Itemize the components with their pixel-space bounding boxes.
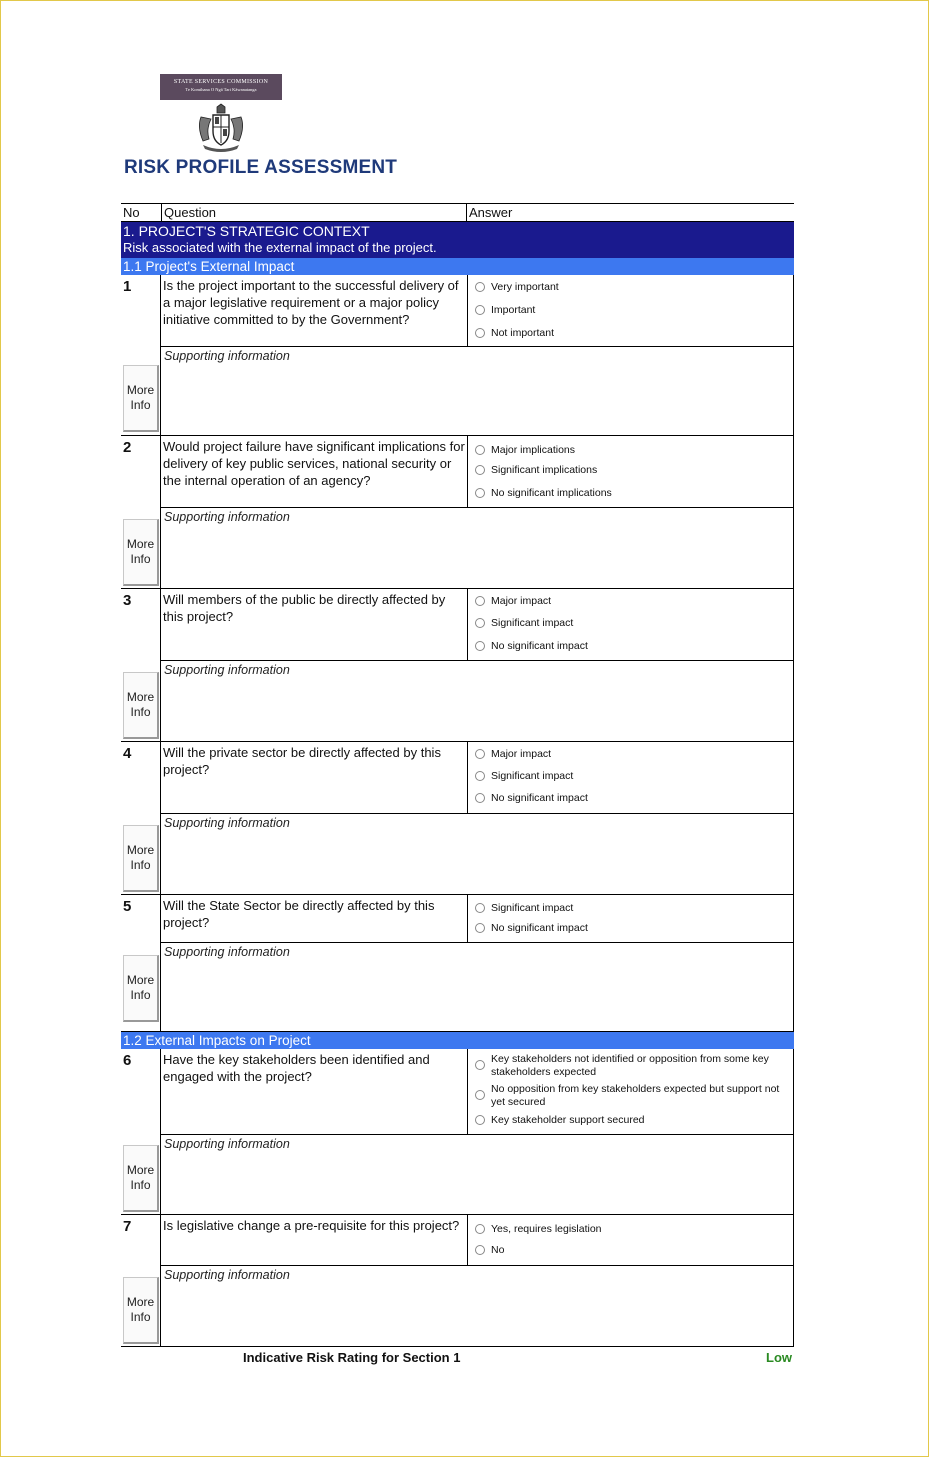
question-row [160,895,794,943]
radio-button-icon[interactable] [475,771,485,781]
radio-button-icon[interactable] [475,328,485,338]
more-info-button[interactable] [123,672,159,739]
radio-button-icon[interactable] [475,903,485,913]
answer-option[interactable] [475,1114,645,1127]
option-label: No significant impact [491,792,588,804]
option-label: Major impact [491,748,552,760]
radio-button-icon[interactable] [475,1245,485,1255]
supporting-information-label: Supporting information [164,510,290,524]
answer-option[interactable] [475,902,573,915]
page-title: RISK PROFILE ASSESSMENT [124,157,398,178]
answer-options [467,742,793,813]
radio-button-icon[interactable] [475,488,485,498]
question-block [121,436,794,589]
supporting-information-box[interactable] [160,943,794,1031]
answer-options [467,436,793,507]
more-info-line2: Info [130,552,151,566]
question-number: 3 [123,592,132,609]
more-info-button[interactable] [123,365,159,432]
more-info-line1: More [126,690,155,704]
ssc-logo-banner [160,74,282,100]
supporting-information-box[interactable] [160,1266,794,1346]
more-info-line1: More [126,383,155,397]
option-label: Key stakeholders not identified or opposition from some key stakeholders expected [491,1053,769,1078]
question-text: Is legislative change a pre-requisite for this project? [163,1218,460,1233]
more-info-button[interactable] [123,955,159,1022]
answer-options [467,1049,793,1134]
table-header [121,203,794,222]
question-number: 6 [123,1052,132,1069]
question-number: 2 [123,439,132,456]
answer-option[interactable] [475,640,588,653]
answer-option[interactable] [475,595,551,608]
supporting-information-box[interactable] [160,814,794,894]
more-info-line2: Info [130,1310,151,1324]
question-block [121,1049,794,1215]
answer-options [467,275,793,346]
more-info-line2: Info [130,398,151,412]
question-row [160,1215,794,1266]
logo-line-1: STATE SERVICES COMMISSION [173,79,269,85]
section-title: 1. PROJECT'S STRATEGIC CONTEXT [123,223,370,239]
question-block [121,895,794,1032]
option-label: No opposition from key stakeholders expected but support not yet secured [491,1083,780,1108]
supporting-information-label: Supporting information [164,816,290,830]
header-answer: Answer [466,204,512,221]
more-info-line1: More [126,843,155,857]
section-description: Risk associated with the external impact of the project. [123,240,437,255]
answer-options [467,895,793,942]
question-number: 1 [123,278,132,295]
question-text: Will members of the public be directly affected by this project? [163,592,446,624]
question-block [121,1215,794,1346]
more-info-line1: More [126,537,155,551]
question-row [160,742,794,814]
option-label: Very important [491,281,559,293]
supporting-information-box[interactable] [160,508,794,588]
supporting-information-label: Supporting information [164,1137,290,1151]
radio-button-icon[interactable] [475,465,485,475]
coat-of-arms-icon [193,103,249,153]
radio-button-icon[interactable] [475,1224,485,1234]
question-block [121,589,794,742]
question-block [121,742,794,895]
supporting-information-label: Supporting information [164,349,290,363]
answer-option[interactable] [475,1244,504,1257]
question-text: Have the key stakeholders been identified and engaged with the project? [163,1052,430,1084]
logo-line-2: Te Komihana O Ngā Tari Kāwanatanga [185,87,257,92]
question-number: 4 [123,745,132,762]
answer-option[interactable] [475,327,554,340]
question-row [160,1049,794,1135]
question-number: 5 [123,898,132,915]
option-label: Major implications [491,444,576,456]
answer-option[interactable] [475,304,535,317]
supporting-information-label: Supporting information [164,1268,290,1282]
option-label: No significant impact [491,922,588,934]
option-label: Significant impact [491,770,574,782]
radio-button-icon[interactable] [475,445,485,455]
question-row [160,436,794,508]
option-label: Not important [491,327,555,339]
answer-option[interactable] [475,748,551,761]
supporting-information-box[interactable] [160,1135,794,1214]
radio-button-icon[interactable] [475,1060,485,1070]
answer-option[interactable] [475,1053,785,1079]
more-info-line2: Info [130,1178,151,1192]
question-number: 7 [123,1218,132,1235]
supporting-information-label: Supporting information [164,663,290,677]
question-text: Will the State Sector be directly affected by this project? [163,898,435,930]
header-no: No [123,205,140,220]
option-label: Significant implications [491,464,598,476]
option-label: Significant impact [491,617,574,629]
radio-button-icon[interactable] [475,749,485,759]
more-info-button[interactable] [123,1145,159,1212]
risk-form [121,203,794,1369]
radio-button-icon[interactable] [475,641,485,651]
more-info-button[interactable] [123,825,159,892]
question-text: Would project failure have significant implications for delivery of key public services, national security or the internal operation of an agency? [163,439,465,488]
radio-button-icon[interactable] [475,923,485,933]
answer-options [467,589,793,660]
header-question: Question [161,204,216,221]
answer-option[interactable] [475,792,588,805]
answer-option[interactable] [475,444,575,457]
supporting-information-label: Supporting information [164,945,290,959]
subsection-header: 1.1 Project's External Impact [121,258,794,275]
subsection-header: 1.2 External Impacts on Project [121,1032,794,1049]
answer-option[interactable] [475,770,573,783]
radio-button-icon[interactable] [475,596,485,606]
question-row [160,589,794,661]
answer-option[interactable] [475,617,573,630]
risk-rating-label: Indicative Risk Rating for Section 1 [243,1350,461,1365]
more-info-button[interactable] [123,519,159,586]
radio-button-icon[interactable] [475,1115,485,1125]
option-label: Significant impact [491,902,574,914]
risk-rating-value: Low [766,1350,792,1365]
option-label: No significant implications [491,487,612,499]
answer-options [467,1215,793,1265]
more-info-line2: Info [130,858,151,872]
supporting-information-box[interactable] [160,661,794,741]
more-info-line2: Info [130,988,151,1002]
option-label: Key stakeholder support secured [491,1114,645,1126]
answer-option[interactable] [475,281,559,294]
option-label: Important [491,304,536,316]
more-info-line1: More [126,973,155,987]
radio-button-icon[interactable] [475,793,485,803]
option-label: No [491,1244,505,1256]
more-info-line2: Info [130,705,151,719]
option-label: No significant impact [491,640,588,652]
answer-option[interactable] [475,487,612,500]
question-text: Will the private sector be directly affected by this project? [163,745,441,777]
option-label: Major impact [491,595,552,607]
more-info-line1: More [126,1295,155,1309]
more-info-line1: More [126,1163,155,1177]
radio-button-icon[interactable] [475,618,485,628]
radio-button-icon[interactable] [475,1090,485,1100]
supporting-information-box[interactable] [160,347,794,435]
answer-option[interactable] [475,922,588,935]
answer-option[interactable] [475,1083,785,1109]
radio-button-icon[interactable] [475,282,485,292]
question-block [121,275,794,436]
answer-option[interactable] [475,464,597,477]
question-row [160,275,794,347]
answer-option[interactable] [475,1223,602,1236]
question-text: Is the project important to the successful delivery of a major legislative requirement or a major policy initiative committed to by the Government? [163,278,459,327]
option-label: Yes, requires legislation [491,1223,602,1235]
section-risk-rating [121,1346,794,1369]
more-info-button[interactable] [123,1277,159,1344]
section-header [121,222,794,258]
radio-button-icon[interactable] [475,305,485,315]
